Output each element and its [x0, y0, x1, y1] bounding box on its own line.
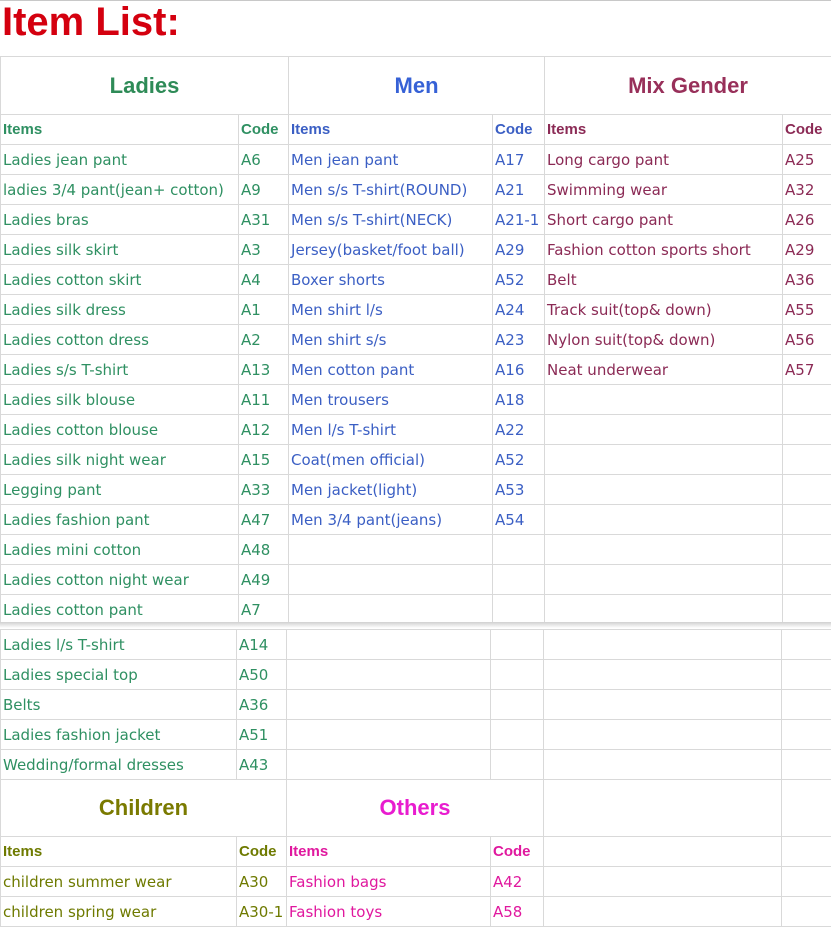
mix-code: A57 — [783, 355, 831, 385]
item-table-main — [0, 56, 831, 625]
men-code: A52 — [493, 445, 545, 475]
mix-code: A32 — [783, 175, 831, 205]
men-code: A29 — [493, 235, 545, 265]
empty-cell — [287, 720, 491, 750]
ladies-item: Ladies fashion pant — [1, 505, 239, 535]
empty-cell — [545, 445, 783, 475]
mix-item: Swimming wear — [545, 175, 783, 205]
empty-cell — [544, 750, 782, 780]
empty-cell — [491, 660, 544, 690]
children-item: children summer wear — [1, 867, 237, 897]
ladies-item: Ladies special top — [1, 660, 237, 690]
empty-cell — [491, 690, 544, 720]
table-row — [1, 325, 831, 355]
empty-cell — [783, 505, 831, 535]
empty-cell — [782, 630, 831, 660]
ladies-item: Ladies l/s T-shirt — [1, 630, 237, 660]
men-code: A21-1 — [493, 205, 545, 235]
ladies-item: Ladies silk night wear — [1, 445, 239, 475]
ladies-item: ladies 3/4 pant(jean+ cotton) — [1, 175, 239, 205]
empty-cell — [783, 415, 831, 445]
empty-cell — [289, 595, 493, 625]
empty-cell — [783, 595, 831, 625]
table-row — [1, 690, 831, 720]
ladies-code: A48 — [239, 535, 289, 565]
empty-cell — [493, 535, 545, 565]
men-item: Men shirt l/s — [289, 295, 493, 325]
table-row — [1, 897, 831, 927]
men-item: Men shirt s/s — [289, 325, 493, 355]
table-row — [1, 145, 831, 175]
page-break-shadow — [0, 622, 831, 628]
ladies-code: A15 — [239, 445, 289, 475]
empty-cell — [289, 535, 493, 565]
children-header: Children — [1, 780, 287, 837]
empty-cell — [544, 660, 782, 690]
ladies-item: Ladies fashion jacket — [1, 720, 237, 750]
table-row — [1, 235, 831, 265]
empty-cell — [544, 867, 782, 897]
page-title — [0, 0, 831, 56]
table-row — [1, 595, 831, 625]
men-item: Men 3/4 pant(jeans) — [289, 505, 493, 535]
empty-cell — [782, 867, 831, 897]
table-row — [1, 535, 831, 565]
men-code: A16 — [493, 355, 545, 385]
table-row — [1, 630, 831, 660]
men-item: Men jean pant — [289, 145, 493, 175]
ladies-code: A2 — [239, 325, 289, 355]
men-code-col: Code — [493, 115, 545, 145]
men-item: Boxer shorts — [289, 265, 493, 295]
ladies-item: Ladies bras — [1, 205, 239, 235]
mix-code: A26 — [783, 205, 831, 235]
ladies-item: Ladies jean pant — [1, 145, 239, 175]
ladies-code: A47 — [239, 505, 289, 535]
mix-item: Short cargo pant — [545, 205, 783, 235]
mix-item: Belt — [545, 265, 783, 295]
mix-item: Track suit(top& down) — [545, 295, 783, 325]
empty-cell — [545, 385, 783, 415]
ladies-code: A49 — [239, 565, 289, 595]
ladies-code: A3 — [239, 235, 289, 265]
men-item: Men s/s T-shirt(NECK) — [289, 205, 493, 235]
empty-cell — [493, 595, 545, 625]
others-header: Others — [287, 780, 544, 837]
men-code: A18 — [493, 385, 545, 415]
men-code: A54 — [493, 505, 545, 535]
mix-code: A56 — [783, 325, 831, 355]
mix-code: A36 — [783, 265, 831, 295]
page-title-text: Item List: — [2, 0, 180, 44]
table-row — [1, 565, 831, 595]
empty-cell — [287, 750, 491, 780]
ladies-code: A43 — [237, 750, 287, 780]
ladies-item: Ladies silk blouse — [1, 385, 239, 415]
empty-cell — [783, 475, 831, 505]
men-code: A17 — [493, 145, 545, 175]
empty-cell — [544, 690, 782, 720]
item-table-continued — [0, 629, 831, 927]
empty-cell — [782, 837, 831, 867]
men-item: Coat(men official) — [289, 445, 493, 475]
men-item: Men s/s T-shirt(ROUND) — [289, 175, 493, 205]
empty-cell — [491, 630, 544, 660]
mix-code: A55 — [783, 295, 831, 325]
men-item: Men l/s T-shirt — [289, 415, 493, 445]
children-code: A30 — [237, 867, 287, 897]
mix-gender-header: Mix Gender — [545, 57, 831, 115]
empty-cell — [544, 837, 782, 867]
ladies-code: A51 — [237, 720, 287, 750]
ladies-code: A13 — [239, 355, 289, 385]
table-row — [1, 445, 831, 475]
mix-item: Fashion cotton sports short — [545, 235, 783, 265]
table-row — [1, 720, 831, 750]
table-row — [1, 505, 831, 535]
men-item: Men jacket(light) — [289, 475, 493, 505]
men-code: A53 — [493, 475, 545, 505]
empty-cell — [287, 630, 491, 660]
empty-cell — [287, 690, 491, 720]
empty-cell — [545, 595, 783, 625]
men-code: A23 — [493, 325, 545, 355]
empty-cell — [544, 780, 782, 837]
men-code: A22 — [493, 415, 545, 445]
men-item: Jersey(basket/foot ball) — [289, 235, 493, 265]
others-code-col: Code — [491, 837, 544, 867]
ladies-item: Ladies cotton night wear — [1, 565, 239, 595]
ladies-code: A33 — [239, 475, 289, 505]
empty-cell — [782, 660, 831, 690]
empty-cell — [783, 535, 831, 565]
ladies-code: A9 — [239, 175, 289, 205]
ladies-item: Ladies silk dress — [1, 295, 239, 325]
empty-cell — [782, 780, 831, 837]
empty-cell — [782, 720, 831, 750]
others-code: A42 — [491, 867, 544, 897]
empty-cell — [289, 565, 493, 595]
ladies-code: A4 — [239, 265, 289, 295]
empty-cell — [783, 565, 831, 595]
table-row — [1, 385, 831, 415]
empty-cell — [782, 897, 831, 927]
ladies-item: Ladies cotton pant — [1, 595, 239, 625]
table-row — [1, 295, 831, 325]
table-row — [1, 475, 831, 505]
mix-item: Nylon suit(top& down) — [545, 325, 783, 355]
ladies-item: Ladies mini cotton — [1, 535, 239, 565]
table-row — [1, 415, 831, 445]
empty-cell — [544, 720, 782, 750]
mix-code: A29 — [783, 235, 831, 265]
empty-cell — [493, 565, 545, 595]
men-item: Men trousers — [289, 385, 493, 415]
others-items-col: Items — [287, 837, 491, 867]
ladies-code: A1 — [239, 295, 289, 325]
empty-cell — [287, 660, 491, 690]
empty-cell — [544, 630, 782, 660]
empty-cell — [783, 445, 831, 475]
empty-cell — [782, 690, 831, 720]
children-code-col: Code — [237, 837, 287, 867]
table-row — [1, 265, 831, 295]
empty-cell — [783, 385, 831, 415]
mix-item: Long cargo pant — [545, 145, 783, 175]
children-items-col: Items — [1, 837, 237, 867]
men-code: A52 — [493, 265, 545, 295]
ladies-code: A36 — [237, 690, 287, 720]
ladies-code: A11 — [239, 385, 289, 415]
empty-cell — [491, 750, 544, 780]
table-row — [1, 750, 831, 780]
ladies-item: Ladies cotton blouse — [1, 415, 239, 445]
table-row — [1, 175, 831, 205]
mix-code-col: Code — [783, 115, 831, 145]
ladies-item: Legging pant — [1, 475, 239, 505]
men-header: Men — [289, 57, 545, 115]
men-code: A21 — [493, 175, 545, 205]
table-row — [1, 867, 831, 897]
others-item: Fashion toys — [287, 897, 491, 927]
mix-item: Neat underwear — [545, 355, 783, 385]
ladies-code: A7 — [239, 595, 289, 625]
section-header-row — [1, 780, 831, 837]
empty-cell — [491, 720, 544, 750]
men-items-col: Items — [289, 115, 493, 145]
ladies-item: Ladies cotton dress — [1, 325, 239, 355]
ladies-code: A31 — [239, 205, 289, 235]
empty-cell — [545, 475, 783, 505]
ladies-code: A6 — [239, 145, 289, 175]
children-item: children spring wear — [1, 897, 237, 927]
ladies-item: Belts — [1, 690, 237, 720]
ladies-code: A50 — [237, 660, 287, 690]
table-row — [1, 205, 831, 235]
column-header-row — [1, 837, 831, 867]
ladies-item: Ladies s/s T-shirt — [1, 355, 239, 385]
empty-cell — [545, 415, 783, 445]
men-item: Men cotton pant — [289, 355, 493, 385]
mix-items-col: Items — [545, 115, 783, 145]
table-row — [1, 660, 831, 690]
ladies-header: Ladies — [1, 57, 289, 115]
ladies-code-col: Code — [239, 115, 289, 145]
empty-cell — [544, 897, 782, 927]
men-code: A24 — [493, 295, 545, 325]
empty-cell — [545, 505, 783, 535]
ladies-item: Ladies cotton skirt — [1, 265, 239, 295]
mix-code: A25 — [783, 145, 831, 175]
ladies-item: Wedding/formal dresses — [1, 750, 237, 780]
empty-cell — [545, 565, 783, 595]
empty-cell — [782, 750, 831, 780]
ladies-code: A12 — [239, 415, 289, 445]
children-code: A30-1 — [237, 897, 287, 927]
empty-cell — [545, 535, 783, 565]
ladies-item: Ladies silk skirt — [1, 235, 239, 265]
others-item: Fashion bags — [287, 867, 491, 897]
others-code: A58 — [491, 897, 544, 927]
table-row — [1, 355, 831, 385]
ladies-code: A14 — [237, 630, 287, 660]
ladies-items-col: Items — [1, 115, 239, 145]
